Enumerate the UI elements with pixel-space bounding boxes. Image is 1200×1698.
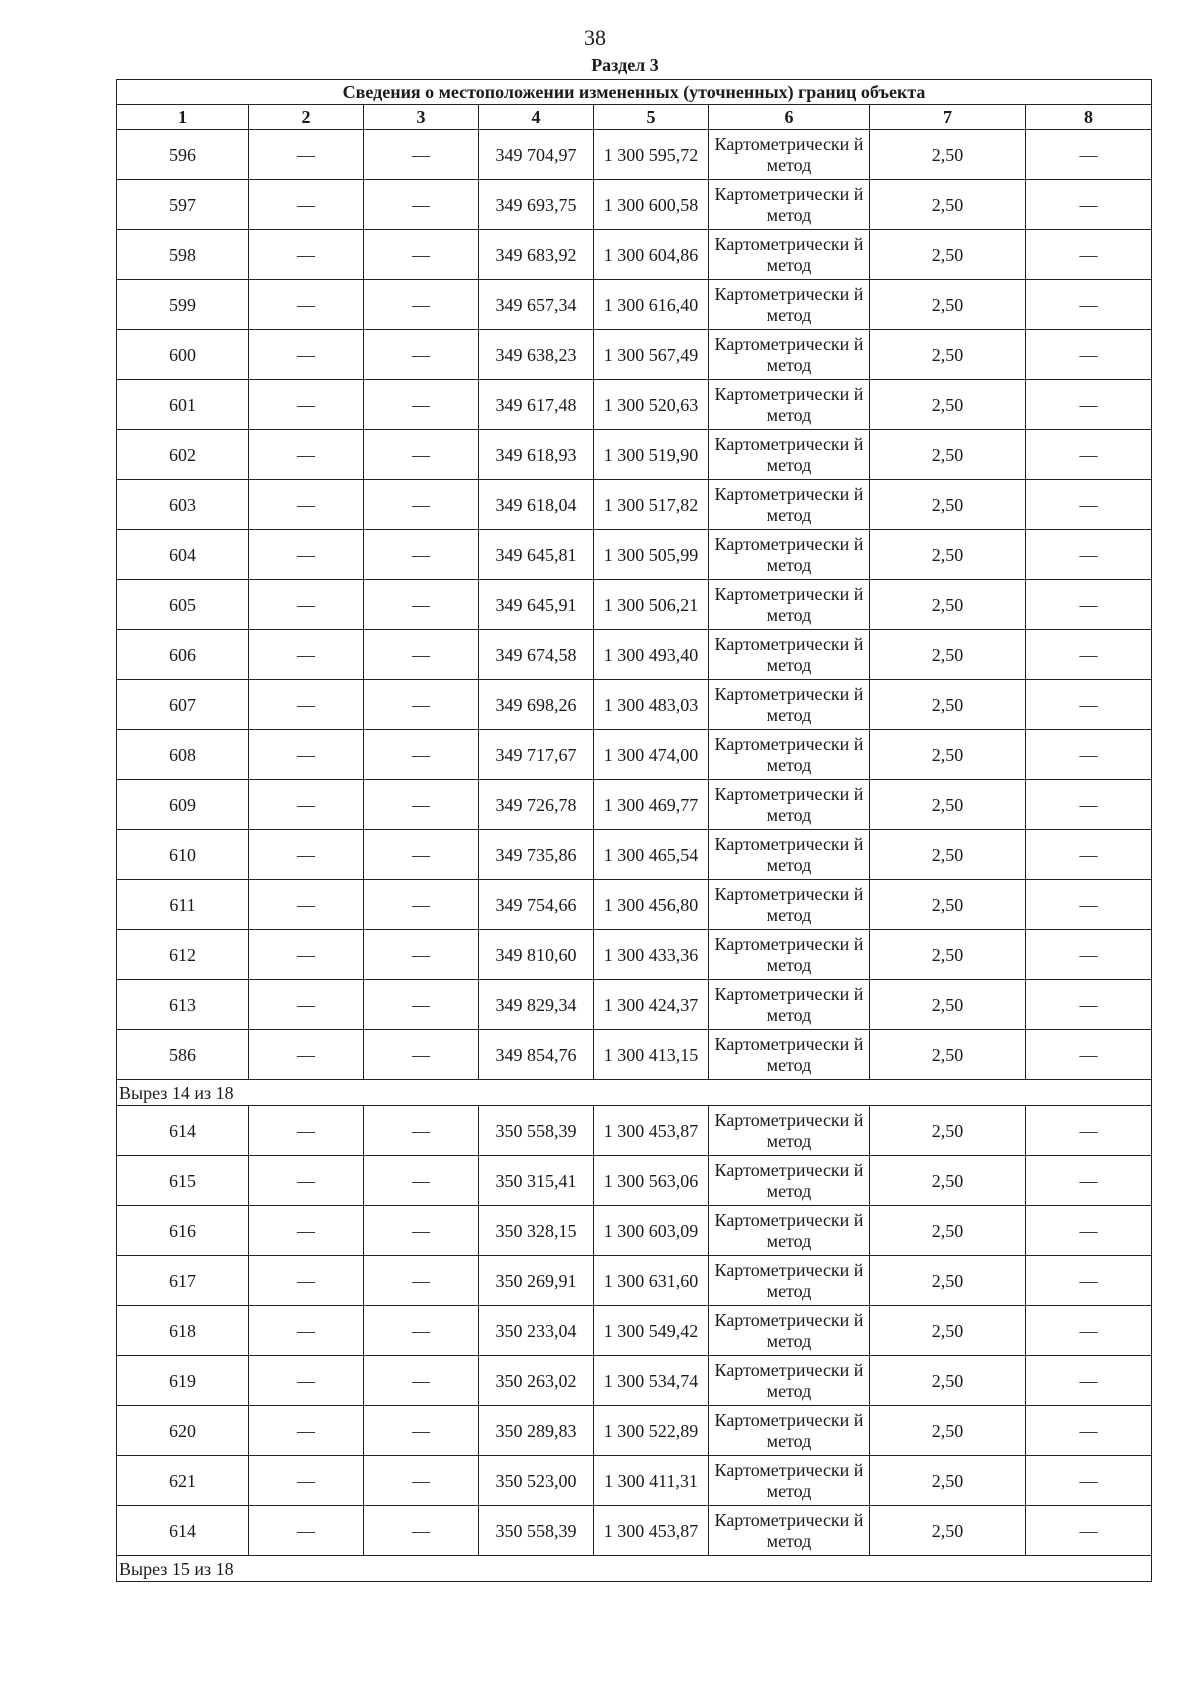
cutout-footer-row: [117, 1080, 1152, 1106]
method-cell: Картометрически й метод: [709, 1306, 870, 1356]
method-cell: Картометрически й метод: [709, 1356, 870, 1406]
column-8-cell: —: [1026, 1156, 1152, 1206]
accuracy-cell: 2,50: [870, 930, 1026, 980]
method-cell: Картометрически й метод: [709, 330, 870, 380]
column-header: 5: [594, 105, 709, 130]
y-coordinate-cell: 1 300 595,72: [594, 130, 709, 180]
column-3-cell: —: [364, 1256, 479, 1306]
table-row: [117, 430, 1152, 480]
accuracy-cell: 2,50: [870, 780, 1026, 830]
x-coordinate-cell: 349 683,92: [479, 230, 594, 280]
x-coordinate-cell: 349 618,04: [479, 480, 594, 530]
y-coordinate-cell: 1 300 522,89: [594, 1406, 709, 1456]
method-cell: Картометрически й метод: [709, 1156, 870, 1206]
point-number-cell: 614: [117, 1106, 249, 1156]
column-2-cell: —: [249, 1306, 364, 1356]
column-8-cell: —: [1026, 1206, 1152, 1256]
column-2-cell: —: [249, 1106, 364, 1156]
accuracy-cell: 2,50: [870, 1356, 1026, 1406]
accuracy-cell: 2,50: [870, 580, 1026, 630]
column-2-cell: —: [249, 1356, 364, 1406]
accuracy-cell: 2,50: [870, 430, 1026, 480]
point-number-cell: 596: [117, 130, 249, 180]
method-cell: Картометрически й метод: [709, 1256, 870, 1306]
x-coordinate-cell: 349 693,75: [479, 180, 594, 230]
point-number-cell: 620: [117, 1406, 249, 1456]
point-number-cell: 607: [117, 680, 249, 730]
point-number-cell: 603: [117, 480, 249, 530]
y-coordinate-cell: 1 300 506,21: [594, 580, 709, 630]
method-cell: Картометрически й метод: [709, 630, 870, 680]
accuracy-cell: 2,50: [870, 380, 1026, 430]
column-8-cell: —: [1026, 1356, 1152, 1406]
column-8-cell: —: [1026, 530, 1152, 580]
x-coordinate-cell: 350 289,83: [479, 1406, 594, 1456]
x-coordinate-cell: 350 269,91: [479, 1256, 594, 1306]
x-coordinate-cell: 349 754,66: [479, 880, 594, 930]
column-header: 8: [1026, 105, 1152, 130]
table-row: [117, 1030, 1152, 1080]
column-3-cell: —: [364, 1206, 479, 1256]
table-row: [117, 630, 1152, 680]
column-8-cell: —: [1026, 830, 1152, 880]
point-number-cell: 609: [117, 780, 249, 830]
point-number-cell: 616: [117, 1206, 249, 1256]
accuracy-cell: 2,50: [870, 1256, 1026, 1306]
table-row: [117, 1406, 1152, 1456]
column-number-row: [117, 105, 1152, 130]
column-3-cell: —: [364, 1406, 479, 1456]
table-row: [117, 780, 1152, 830]
x-coordinate-cell: 349 645,81: [479, 530, 594, 580]
x-coordinate-cell: 349 704,97: [479, 130, 594, 180]
column-2-cell: —: [249, 530, 364, 580]
point-number-cell: 618: [117, 1306, 249, 1356]
column-2-cell: —: [249, 1506, 364, 1556]
accuracy-cell: 2,50: [870, 1306, 1026, 1356]
column-2-cell: —: [249, 1206, 364, 1256]
column-2-cell: —: [249, 1256, 364, 1306]
table-caption: Сведения о местоположении измененных (уточненных) границ объекта: [117, 80, 1152, 105]
column-3-cell: —: [364, 230, 479, 280]
point-number-cell: 605: [117, 580, 249, 630]
column-8-cell: —: [1026, 680, 1152, 730]
column-3-cell: —: [364, 480, 479, 530]
y-coordinate-cell: 1 300 413,15: [594, 1030, 709, 1080]
accuracy-cell: 2,50: [870, 180, 1026, 230]
point-number-cell: 610: [117, 830, 249, 880]
method-cell: Картометрически й метод: [709, 680, 870, 730]
column-3-cell: —: [364, 930, 479, 980]
column-8-cell: —: [1026, 280, 1152, 330]
method-cell: Картометрически й метод: [709, 880, 870, 930]
column-8-cell: —: [1026, 1406, 1152, 1456]
column-2-cell: —: [249, 830, 364, 880]
column-3-cell: —: [364, 780, 479, 830]
accuracy-cell: 2,50: [870, 880, 1026, 930]
method-cell: Картометрически й метод: [709, 230, 870, 280]
accuracy-cell: 2,50: [870, 1156, 1026, 1206]
accuracy-cell: 2,50: [870, 130, 1026, 180]
table-row: [117, 1356, 1152, 1406]
accuracy-cell: 2,50: [870, 1030, 1026, 1080]
y-coordinate-cell: 1 300 567,49: [594, 330, 709, 380]
y-coordinate-cell: 1 300 465,54: [594, 830, 709, 880]
x-coordinate-cell: 349 854,76: [479, 1030, 594, 1080]
column-3-cell: —: [364, 630, 479, 680]
y-coordinate-cell: 1 300 456,80: [594, 880, 709, 930]
column-2-cell: —: [249, 1406, 364, 1456]
x-coordinate-cell: 349 810,60: [479, 930, 594, 980]
column-8-cell: —: [1026, 330, 1152, 380]
table-row: [117, 1456, 1152, 1506]
column-2-cell: —: [249, 380, 364, 430]
column-8-cell: —: [1026, 1106, 1152, 1156]
column-2-cell: —: [249, 280, 364, 330]
y-coordinate-cell: 1 300 517,82: [594, 480, 709, 530]
column-8-cell: —: [1026, 930, 1152, 980]
point-number-cell: 613: [117, 980, 249, 1030]
table-row: [117, 1156, 1152, 1206]
method-cell: Картометрически й метод: [709, 480, 870, 530]
column-3-cell: —: [364, 730, 479, 780]
column-2-cell: —: [249, 330, 364, 380]
column-2-cell: —: [249, 1030, 364, 1080]
column-2-cell: —: [249, 480, 364, 530]
point-number-cell: 604: [117, 530, 249, 580]
column-3-cell: —: [364, 1356, 479, 1406]
method-cell: Картометрически й метод: [709, 830, 870, 880]
column-8-cell: —: [1026, 1030, 1152, 1080]
table-row: [117, 1506, 1152, 1556]
table-row: [117, 280, 1152, 330]
accuracy-cell: 2,50: [870, 1506, 1026, 1556]
method-cell: Картометрически й метод: [709, 1030, 870, 1080]
y-coordinate-cell: 1 300 469,77: [594, 780, 709, 830]
point-number-cell: 599: [117, 280, 249, 330]
accuracy-cell: 2,50: [870, 830, 1026, 880]
column-8-cell: —: [1026, 230, 1152, 280]
y-coordinate-cell: 1 300 474,00: [594, 730, 709, 780]
column-3-cell: —: [364, 980, 479, 1030]
x-coordinate-cell: 350 328,15: [479, 1206, 594, 1256]
x-coordinate-cell: 350 558,39: [479, 1106, 594, 1156]
accuracy-cell: 2,50: [870, 480, 1026, 530]
point-number-cell: 621: [117, 1456, 249, 1506]
column-8-cell: —: [1026, 130, 1152, 180]
column-header: 1: [117, 105, 249, 130]
column-3-cell: —: [364, 1456, 479, 1506]
y-coordinate-cell: 1 300 505,99: [594, 530, 709, 580]
method-cell: Картометрически й метод: [709, 1206, 870, 1256]
table-row: [117, 880, 1152, 930]
method-cell: Картометрически й метод: [709, 1506, 870, 1556]
column-2-cell: —: [249, 430, 364, 480]
accuracy-cell: 2,50: [870, 1106, 1026, 1156]
cutout-footer-row: [117, 1556, 1152, 1582]
column-3-cell: —: [364, 830, 479, 880]
accuracy-cell: 2,50: [870, 980, 1026, 1030]
table-row: [117, 730, 1152, 780]
x-coordinate-cell: 349 735,86: [479, 830, 594, 880]
accuracy-cell: 2,50: [870, 1206, 1026, 1256]
column-8-cell: —: [1026, 1256, 1152, 1306]
column-8-cell: —: [1026, 580, 1152, 630]
column-8-cell: —: [1026, 730, 1152, 780]
x-coordinate-cell: 350 558,39: [479, 1506, 594, 1556]
column-3-cell: —: [364, 430, 479, 480]
accuracy-cell: 2,50: [870, 1456, 1026, 1506]
column-2-cell: —: [249, 1156, 364, 1206]
column-header: 7: [870, 105, 1026, 130]
column-2-cell: —: [249, 580, 364, 630]
x-coordinate-cell: 349 674,58: [479, 630, 594, 680]
column-2-cell: —: [249, 730, 364, 780]
table-row: [117, 830, 1152, 880]
y-coordinate-cell: 1 300 453,87: [594, 1106, 709, 1156]
y-coordinate-cell: 1 300 534,74: [594, 1356, 709, 1406]
column-3-cell: —: [364, 580, 479, 630]
x-coordinate-cell: 349 638,23: [479, 330, 594, 380]
point-number-cell: 600: [117, 330, 249, 380]
column-3-cell: —: [364, 1306, 479, 1356]
column-8-cell: —: [1026, 180, 1152, 230]
y-coordinate-cell: 1 300 616,40: [594, 280, 709, 330]
y-coordinate-cell: 1 300 411,31: [594, 1456, 709, 1506]
table-row: [117, 680, 1152, 730]
table-row: [117, 380, 1152, 430]
x-coordinate-cell: 349 698,26: [479, 680, 594, 730]
column-8-cell: —: [1026, 1456, 1152, 1506]
method-cell: Картометрически й метод: [709, 1456, 870, 1506]
y-coordinate-cell: 1 300 453,87: [594, 1506, 709, 1556]
x-coordinate-cell: 349 829,34: [479, 980, 594, 1030]
point-number-cell: 598: [117, 230, 249, 280]
column-8-cell: —: [1026, 430, 1152, 480]
y-coordinate-cell: 1 300 549,42: [594, 1306, 709, 1356]
column-8-cell: —: [1026, 380, 1152, 430]
y-coordinate-cell: 1 300 603,09: [594, 1206, 709, 1256]
table-row: [117, 1256, 1152, 1306]
point-number-cell: 608: [117, 730, 249, 780]
method-cell: Картометрически й метод: [709, 580, 870, 630]
point-number-cell: 586: [117, 1030, 249, 1080]
y-coordinate-cell: 1 300 604,86: [594, 230, 709, 280]
y-coordinate-cell: 1 300 563,06: [594, 1156, 709, 1206]
column-2-cell: —: [249, 1456, 364, 1506]
table-row: [117, 330, 1152, 380]
y-coordinate-cell: 1 300 433,36: [594, 930, 709, 980]
cutout-label: Вырез 14 из 18: [117, 1080, 1152, 1106]
column-2-cell: —: [249, 130, 364, 180]
method-cell: Картометрически й метод: [709, 1106, 870, 1156]
table-caption-row: [117, 80, 1152, 105]
accuracy-cell: 2,50: [870, 730, 1026, 780]
x-coordinate-cell: 350 263,02: [479, 1356, 594, 1406]
point-number-cell: 602: [117, 430, 249, 480]
cutout-label: Вырез 15 из 18: [117, 1556, 1152, 1582]
y-coordinate-cell: 1 300 424,37: [594, 980, 709, 1030]
x-coordinate-cell: 349 645,91: [479, 580, 594, 630]
x-coordinate-cell: 349 726,78: [479, 780, 594, 830]
column-2-cell: —: [249, 980, 364, 1030]
point-number-cell: 612: [117, 930, 249, 980]
column-8-cell: —: [1026, 880, 1152, 930]
column-3-cell: —: [364, 330, 479, 380]
page-number: 38: [584, 25, 606, 50]
table-row: [117, 530, 1152, 580]
y-coordinate-cell: 1 300 493,40: [594, 630, 709, 680]
column-header: 6: [709, 105, 870, 130]
point-number-cell: 611: [117, 880, 249, 930]
method-cell: Картометрически й метод: [709, 780, 870, 830]
column-8-cell: —: [1026, 980, 1152, 1030]
method-cell: Картометрически й метод: [709, 380, 870, 430]
column-3-cell: —: [364, 380, 479, 430]
column-3-cell: —: [364, 1106, 479, 1156]
x-coordinate-cell: 350 523,00: [479, 1456, 594, 1506]
column-3-cell: —: [364, 530, 479, 580]
x-coordinate-cell: 350 315,41: [479, 1156, 594, 1206]
method-cell: Картометрически й метод: [709, 980, 870, 1030]
column-3-cell: —: [364, 880, 479, 930]
method-cell: Картометрически й метод: [709, 430, 870, 480]
table-row: [117, 1306, 1152, 1356]
method-cell: Картометрически й метод: [709, 1406, 870, 1456]
column-header: 4: [479, 105, 594, 130]
accuracy-cell: 2,50: [870, 230, 1026, 280]
column-8-cell: —: [1026, 1306, 1152, 1356]
column-header: 3: [364, 105, 479, 130]
column-3-cell: —: [364, 1030, 479, 1080]
column-2-cell: —: [249, 680, 364, 730]
column-2-cell: —: [249, 780, 364, 830]
table-row: [117, 480, 1152, 530]
y-coordinate-cell: 1 300 519,90: [594, 430, 709, 480]
table-row: [117, 580, 1152, 630]
point-number-cell: 597: [117, 180, 249, 230]
x-coordinate-cell: 349 717,67: [479, 730, 594, 780]
point-number-cell: 617: [117, 1256, 249, 1306]
x-coordinate-cell: 349 617,48: [479, 380, 594, 430]
y-coordinate-cell: 1 300 600,58: [594, 180, 709, 230]
method-cell: Картометрически й метод: [709, 730, 870, 780]
x-coordinate-cell: 349 657,34: [479, 280, 594, 330]
table-row: [117, 980, 1152, 1030]
column-8-cell: —: [1026, 780, 1152, 830]
point-number-cell: 601: [117, 380, 249, 430]
point-number-cell: 614: [117, 1506, 249, 1556]
method-cell: Картометрически й метод: [709, 930, 870, 980]
section-title: Раздел 3: [591, 55, 659, 75]
y-coordinate-cell: 1 300 520,63: [594, 380, 709, 430]
column-2-cell: —: [249, 880, 364, 930]
table-row: [117, 1106, 1152, 1156]
table-row: [117, 130, 1152, 180]
column-2-cell: —: [249, 180, 364, 230]
column-2-cell: —: [249, 930, 364, 980]
column-8-cell: —: [1026, 1506, 1152, 1556]
x-coordinate-cell: 350 233,04: [479, 1306, 594, 1356]
accuracy-cell: 2,50: [870, 630, 1026, 680]
y-coordinate-cell: 1 300 631,60: [594, 1256, 709, 1306]
column-2-cell: —: [249, 230, 364, 280]
table-row: [117, 930, 1152, 980]
column-3-cell: —: [364, 280, 479, 330]
column-3-cell: —: [364, 180, 479, 230]
point-number-cell: 615: [117, 1156, 249, 1206]
table-row: [117, 1206, 1152, 1256]
point-number-cell: 606: [117, 630, 249, 680]
column-3-cell: —: [364, 130, 479, 180]
column-2-cell: —: [249, 630, 364, 680]
method-cell: Картометрически й метод: [709, 180, 870, 230]
accuracy-cell: 2,50: [870, 330, 1026, 380]
boundary-coordinates-table: [116, 79, 1152, 1582]
accuracy-cell: 2,50: [870, 280, 1026, 330]
method-cell: Картометрически й метод: [709, 130, 870, 180]
x-coordinate-cell: 349 618,93: [479, 430, 594, 480]
column-3-cell: —: [364, 1156, 479, 1206]
column-8-cell: —: [1026, 480, 1152, 530]
accuracy-cell: 2,50: [870, 680, 1026, 730]
y-coordinate-cell: 1 300 483,03: [594, 680, 709, 730]
point-number-cell: 619: [117, 1356, 249, 1406]
table-row: [117, 230, 1152, 280]
column-3-cell: —: [364, 1506, 479, 1556]
table-row: [117, 180, 1152, 230]
method-cell: Картометрически й метод: [709, 280, 870, 330]
column-3-cell: —: [364, 680, 479, 730]
accuracy-cell: 2,50: [870, 530, 1026, 580]
accuracy-cell: 2,50: [870, 1406, 1026, 1456]
column-8-cell: —: [1026, 630, 1152, 680]
column-header: 2: [249, 105, 364, 130]
method-cell: Картометрически й метод: [709, 530, 870, 580]
